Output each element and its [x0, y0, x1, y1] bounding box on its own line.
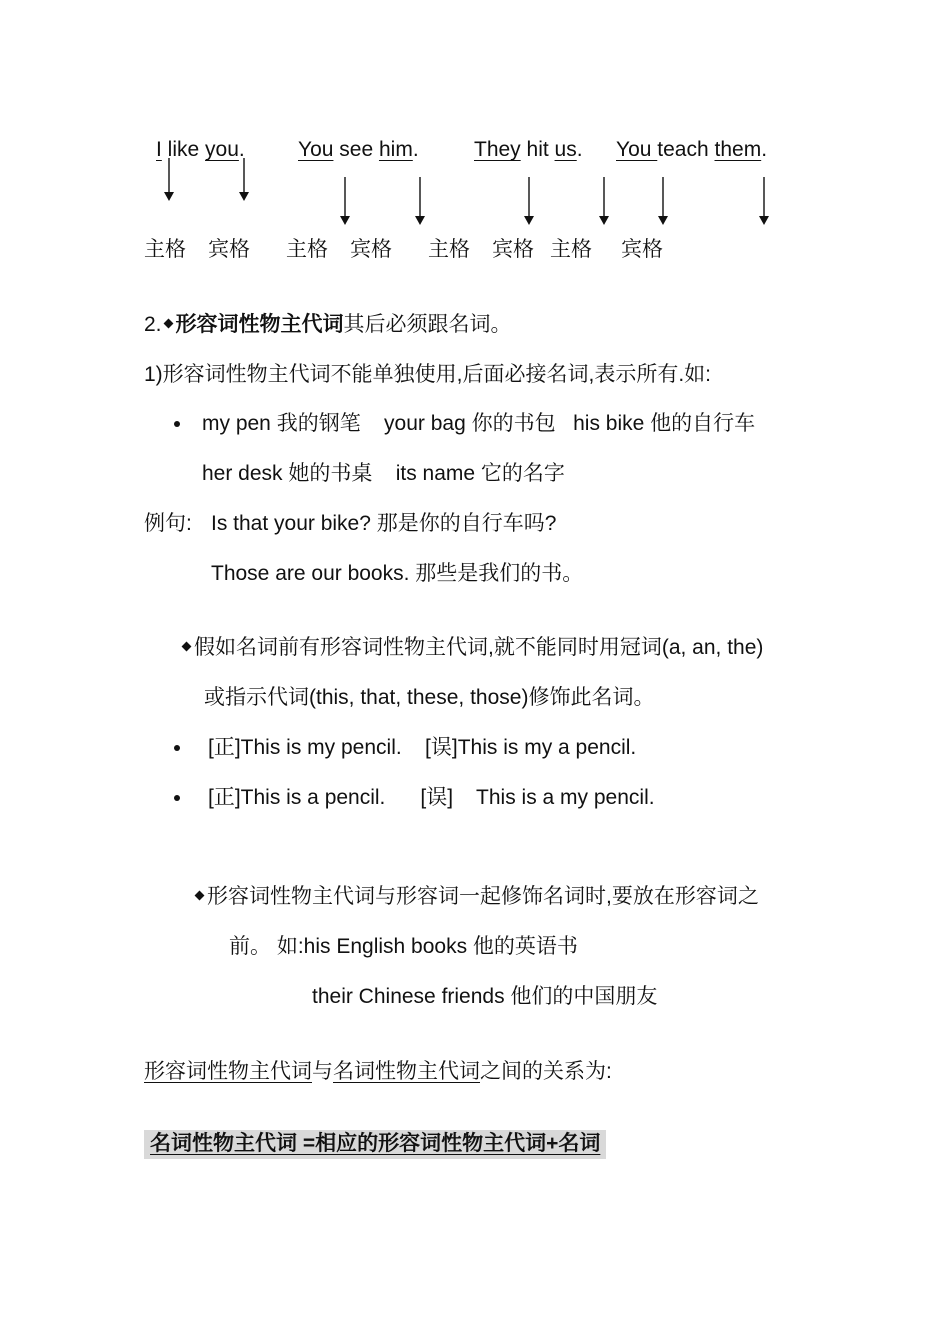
- case-label: 主格: [550, 238, 592, 261]
- example-sentence: Those are our books. 那些是我们的书。: [211, 562, 584, 585]
- diamond-bullet-icon: [195, 891, 205, 901]
- case-label: 宾格: [621, 238, 663, 261]
- relation-line: 形容词性物主代词与名词性物主代词之间的关系为:: [144, 1060, 612, 1083]
- subject-word: You: [298, 138, 334, 161]
- correct-wrong-pair: [正]This is my pencil. [误]This is my a pencil.: [208, 736, 637, 759]
- arrow: [759, 177, 769, 225]
- example-sentence-1: I like you.: [156, 138, 245, 161]
- case-label: 宾格: [350, 238, 392, 261]
- object-word: us: [554, 138, 577, 161]
- sentence-label: 例句:: [144, 512, 192, 535]
- diamond-bullet-icon: [182, 642, 192, 652]
- formula: 名词性物主代词 =相应的形容词性物主代词+名词: [144, 1133, 606, 1154]
- arrow: [599, 177, 609, 225]
- example-list-line: my pen 我的钢笔 your bag 你的书包 his bike 他的自行车: [202, 412, 756, 435]
- case-label: 主格: [428, 238, 470, 261]
- case-label: 主格: [144, 238, 186, 261]
- case-arrows: [0, 0, 950, 240]
- arrow: [340, 177, 350, 225]
- section-heading: 2. 形容词性物主代词其后必须跟名词。: [144, 313, 512, 336]
- case-label: 宾格: [492, 238, 534, 261]
- bullet-icon: [174, 795, 180, 801]
- subject-word: They: [474, 138, 521, 161]
- arrow: [415, 177, 425, 225]
- object-word: them: [714, 138, 762, 161]
- arrow: [524, 177, 534, 225]
- correct-wrong-pair: [正]This is a pencil. [误] This is a my pencil.: [208, 786, 655, 809]
- example-sentence-2: You see him.: [298, 138, 419, 161]
- note-line: 形容词性物主代词与形容词一起修饰名词时,要放在形容词之: [193, 886, 759, 907]
- example-list-line: her desk 她的书桌 its name 它的名字: [202, 462, 565, 485]
- arrow: [164, 158, 174, 201]
- note-line: 或指示代词(this, that, these, those)修饰此名词。: [204, 686, 655, 709]
- subject-word: I: [156, 138, 162, 161]
- example-sentence: Is that your bike? 那是你的自行车吗?: [211, 512, 557, 535]
- arrow: [239, 158, 249, 201]
- bullet-icon: [174, 745, 180, 751]
- example-sentence-3: They hit us.: [474, 138, 583, 161]
- note-line: 前。 如:his English books 他的英语书: [229, 935, 578, 958]
- note-line: 假如名词前有形容词性物主代词,就不能同时用冠词(a, an, the): [180, 637, 763, 658]
- object-word: him: [378, 138, 413, 161]
- note-line: their Chinese friends 他们的中国朋友: [312, 985, 658, 1008]
- object-word: you: [205, 138, 239, 161]
- subject-word: You: [616, 138, 658, 161]
- case-label: 主格: [286, 238, 328, 261]
- diamond-bullet-icon: [163, 319, 173, 329]
- example-sentence-4: You teach them.: [616, 138, 768, 161]
- arrow: [658, 177, 668, 225]
- rule-text: 1)形容词性物主代词不能单独使用,后面必接名词,表示所有.如:: [144, 363, 712, 386]
- case-label: 宾格: [208, 238, 250, 261]
- bullet-icon: [174, 421, 180, 427]
